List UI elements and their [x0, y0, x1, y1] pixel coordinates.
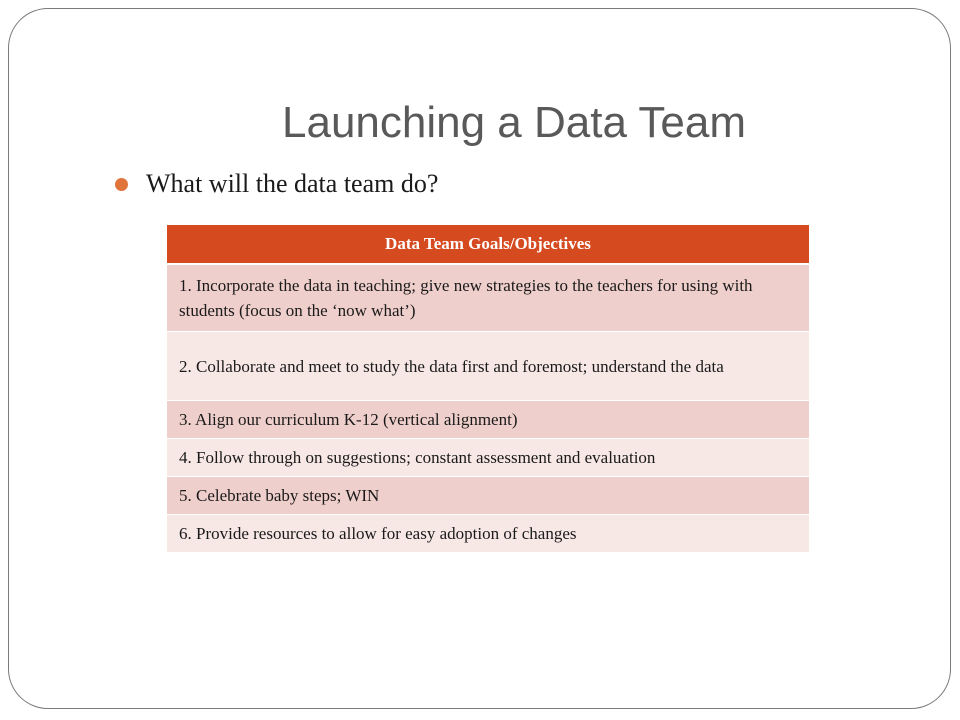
slide-frame — [8, 8, 951, 709]
table-row — [167, 264, 809, 332]
table-cell: 6. Provide resources to allow for easy adoption of changes — [167, 515, 809, 553]
table-row — [167, 439, 809, 477]
table-cell: 2. Collaborate and meet to study the data first and foremost; understand the data — [167, 332, 809, 401]
table-header-row — [167, 225, 809, 264]
table-cell: 4. Follow through on suggestions; constant assessment and evaluation — [167, 439, 809, 477]
bullet-item — [115, 169, 438, 199]
bullet-text: What will the data team do? — [146, 169, 439, 198]
table-row — [167, 477, 809, 515]
table-cell: 5. Celebrate baby steps; WIN — [167, 477, 809, 515]
table-cell: 1. Incorporate the data in teaching; give new strategies to the teachers for using with students (focus on the ‘now what’) — [167, 264, 809, 332]
table-header: Data Team Goals/Objectives — [167, 225, 809, 264]
goals-table — [167, 225, 809, 553]
table-cell: 3. Align our curriculum K-12 (vertical alignment) — [167, 401, 809, 439]
bullet-dot-icon — [115, 178, 128, 191]
table-row — [167, 515, 809, 553]
slide-title: Launching a Data Team — [282, 98, 746, 147]
table-row — [167, 332, 809, 401]
table-row — [167, 401, 809, 439]
